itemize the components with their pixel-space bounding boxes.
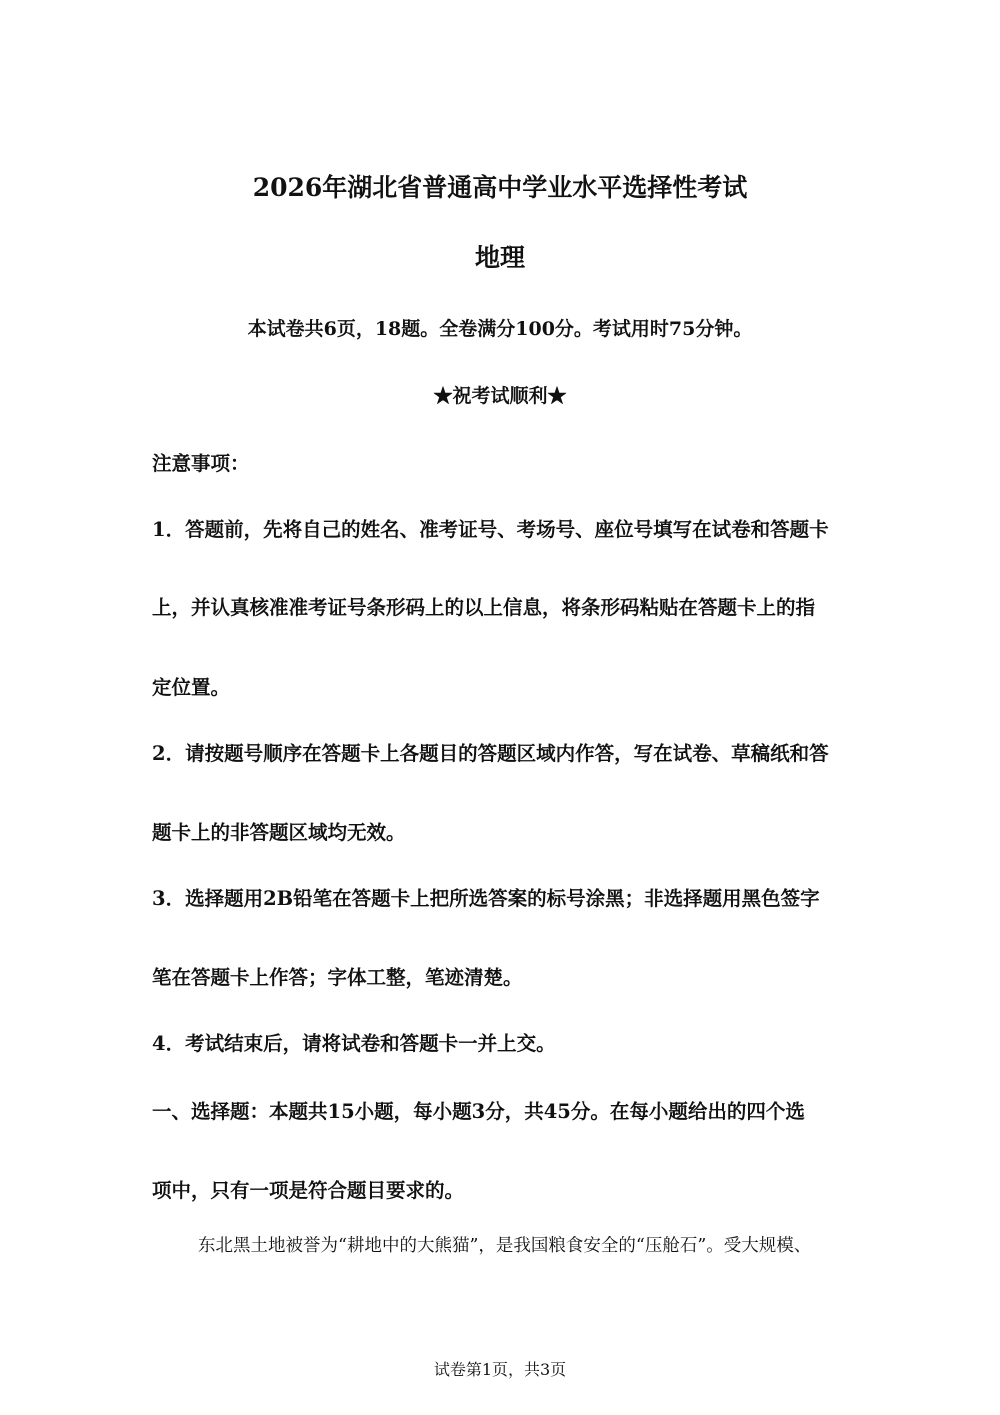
- notice-line: 3．选择题用2B铅笔在答题卡上把所选答案的标号涂黑；非选择题用黑色签字: [152, 887, 820, 910]
- subject-title: 地理: [474, 243, 525, 272]
- notice-line: 定位置。: [152, 676, 231, 699]
- exam-title: 2026年湖北省普通高中学业水平选择性考试: [252, 173, 748, 202]
- good-luck-line: ★祝考试顺利★: [433, 385, 567, 407]
- section-heading: 一、选择题：本题共15小题，每小题3分，共45分。在每小题给出的四个选: [152, 1100, 805, 1123]
- notice-line: 题卡上的非答题区域均无效。: [152, 821, 406, 844]
- notice-line: 上，并认真核准准考证号条形码上的以上信息，将条形码粘贴在答题卡上的指: [152, 596, 816, 619]
- page-footer: 试卷第1页，共3页: [433, 1360, 567, 1379]
- question-paragraph: 东北黑土地被誉为“耕地中的大熊猫”，是我国粮食安全的“压舱石”。受大规模、: [198, 1236, 812, 1256]
- notice-line: 笔在答题卡上作答；字体工整，笔迹清楚。: [152, 966, 523, 989]
- notice-line: 4．考试结束后，请将试卷和答题卡一并上交。: [152, 1032, 556, 1055]
- notice-heading: 注意事项：: [152, 452, 250, 475]
- notice-line: 1．答题前，先将自己的姓名、准考证号、考场号、座位号填写在试卷和答题卡: [152, 518, 829, 541]
- exam-info: 本试卷共6页，18题。全卷满分100分。考试用时75分钟。: [247, 318, 753, 340]
- section-heading: 项中，只有一项是符合题目要求的。: [152, 1179, 465, 1202]
- notice-line: 2．请按题号顺序在答题卡上各题目的答题区域内作答，写在试卷、草稿纸和答: [152, 742, 829, 765]
